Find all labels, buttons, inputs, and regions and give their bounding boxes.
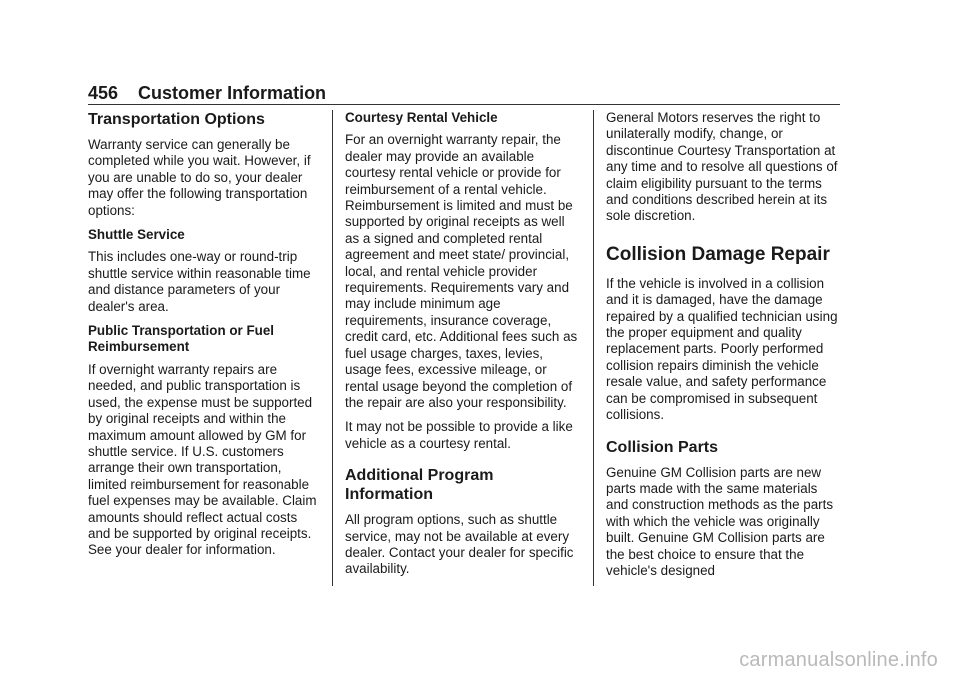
courtesy-rental-text-2: It may not be possible to provide a like vehicle as a courtesy rental. [345,419,573,451]
shuttle-service-text: This includes one-way or round-trip shuttle service within reasonable time and distance parameters of your dealer's area. [88,249,311,314]
collision-damage-text: If the vehicle is involved in a collision and it is damaged, have the damage repaired by a qualified technician using the proper equipment and quality replacement parts. Poorly performed collision repairs diminish the vehicle resale value, and safety performance can be compromised in subsequent collisions. [606,275,838,423]
public-transportation-text: If overnight warranty repairs are needed, and public transportation is used, the expense must be supported by original receipts and within the maximum amount allowed by GM for shuttle service. If U.S. customers arrange their own transportation, limited reimbursement for reasonable fuel expenses may be available. Claim amounts should reflect actual costs and be supported by original receipts. See your dealer for information. [88,361,317,558]
gm-reserves-text: General Motors reserves the right to unilaterally modify, change, or discontinue Courtesy Transportation at any time and to resolve all questions of claim eligibility pursuant to the terms and conditions described herein at its sole discretion. [606,110,838,224]
transportation-options-heading: Transportation Options [88,111,265,128]
header-rule [88,104,840,105]
public-transportation-heading: Public Transportation or Fuel Reimbursement [88,323,274,355]
transportation-intro: Warranty service can generally be completed while you wait. However, if you are unable to do so, your dealer may offer the following transportation options: [88,137,311,218]
additional-program-heading: Additional Program Information [345,467,494,504]
courtesy-rental-heading: Courtesy Rental Vehicle [345,110,498,125]
page-header [88,82,840,106]
watermark: carmanualsonline.info [739,649,938,671]
column-2 [345,110,579,586]
courtesy-rental-text: For an overnight warranty repair, the dealer may provide an available courtesy rental vehicle or provide for reimbursement of a rental vehicle. Reimbursement is limited and must be supported by original receipts as well as a signed and completed rental agreement and meet state/ provincial, local, and rental vehicle provider requirements. Requirements vary and may include minimum age requirements, insurance coverage, credit card, etc. Additional fees such as fuel usage charges, taxes, levies, usage fees, excessive mileage, or rental usage beyond the completion of the repair are also your responsibility. [345,132,578,410]
additional-program-text: All program options, such as shuttle service, may not be available at every dealer. Contact your dealer for specific availability. [345,512,574,577]
page-title: Customer Information [138,83,327,103]
column-divider-1 [332,110,333,586]
column-3 [606,110,840,587]
column-1 [88,110,322,567]
collision-damage-heading: Collision Damage Repair [606,243,830,265]
page-number: 456 [88,83,119,103]
collision-parts-heading: Collision Parts [606,438,719,456]
shuttle-service-heading: Shuttle Service [88,227,185,243]
column-divider-2 [593,110,594,586]
collision-parts-text: Genuine GM Collision parts are new parts made with the same materials and construction methods as the parts with which the vehicle was originally built. Genuine GM Collision parts are the best choice to ensure that the vehicle's designed [606,464,834,578]
